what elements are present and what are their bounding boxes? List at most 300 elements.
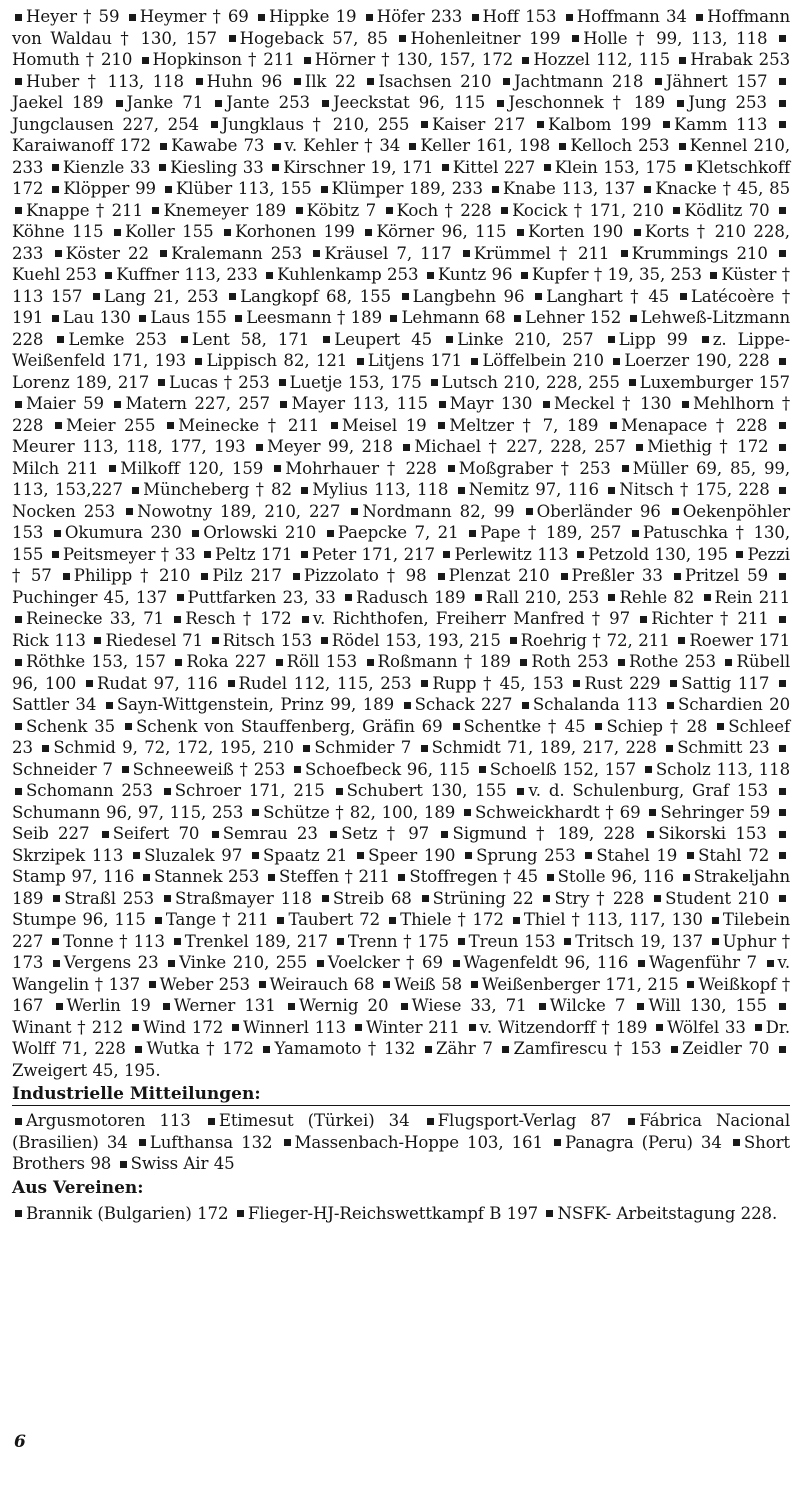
bullet-marker bbox=[779, 358, 786, 365]
index-entry: Hozzel 112, 115 bbox=[533, 50, 671, 69]
index-entry: Wölfel 33 bbox=[667, 1017, 746, 1037]
bullet-marker bbox=[235, 315, 242, 322]
bullet-marker bbox=[252, 809, 259, 816]
bullet-marker bbox=[323, 336, 330, 343]
index-entry: Maier 59 bbox=[26, 394, 104, 413]
index-entry: Schmider 7 bbox=[314, 738, 412, 757]
index-entry: Schumann 96, 97, 115, 253 bbox=[12, 802, 244, 822]
bullet-marker bbox=[336, 788, 343, 795]
bullet-marker bbox=[114, 401, 121, 408]
index-entry: v. Witzendorff † 189 bbox=[479, 1017, 648, 1037]
bullet-marker bbox=[577, 551, 584, 558]
bullet-marker bbox=[554, 1139, 561, 1146]
index-entry: Steffen † 211 bbox=[278, 867, 390, 886]
index-entry: Ködlitz 70 bbox=[684, 200, 770, 220]
bullet-marker bbox=[438, 422, 445, 429]
bullet-marker bbox=[645, 766, 652, 773]
index-entry: Lehweß-Litzmann 228 bbox=[12, 308, 791, 349]
index-entry: Klöpper 99 bbox=[63, 179, 156, 198]
index-entry: Stannek 253 bbox=[153, 867, 260, 886]
index-entry: v. Richthofen, Freiherr Manfred † 97 bbox=[312, 609, 631, 628]
bullet-marker bbox=[613, 358, 620, 365]
index-entry: Leesmann † 189 bbox=[246, 308, 383, 327]
index-entry: Kräusel 7, 117 bbox=[324, 243, 452, 263]
index-entry: Wiese 33, 71 bbox=[411, 996, 527, 1015]
bullet-marker bbox=[472, 14, 479, 21]
bullet-marker bbox=[458, 487, 465, 494]
index-entry: Lang 21, 253 bbox=[103, 286, 219, 306]
bullet-marker bbox=[453, 960, 460, 967]
bullet-marker bbox=[276, 659, 283, 666]
bullet-marker bbox=[208, 1118, 215, 1125]
bullet-marker bbox=[608, 336, 615, 343]
index-entry: Lehner 152 bbox=[525, 308, 622, 327]
bullet-marker bbox=[595, 723, 602, 730]
index-entry: Perlewitz 113 bbox=[454, 544, 569, 564]
bullet-marker bbox=[559, 143, 566, 150]
index-entry: Strüning 22 bbox=[432, 888, 534, 908]
index-entry: Knappe † 211 bbox=[26, 200, 143, 220]
index-entry: Latécoère † 191 bbox=[12, 286, 791, 327]
index-entry: Hoff 153 bbox=[482, 7, 557, 26]
bullet-marker bbox=[503, 78, 510, 85]
bullet-marker bbox=[458, 938, 465, 945]
bullet-marker bbox=[453, 723, 460, 730]
bullet-marker bbox=[15, 659, 22, 666]
bullet-marker bbox=[637, 1003, 644, 1010]
bullet-marker bbox=[345, 594, 352, 601]
index-entry: Luetje 153, 175 bbox=[289, 372, 422, 392]
index-entry: Riedesel 71 bbox=[105, 630, 203, 650]
bullet-marker bbox=[566, 14, 573, 21]
index-entry: Kittel 227 bbox=[452, 157, 536, 177]
bullet-marker bbox=[402, 293, 409, 300]
index-entry: Wutka † 172 bbox=[146, 1039, 254, 1058]
index-entry: NSFK- Arbeitstagung 228. bbox=[557, 1203, 778, 1223]
bullet-marker bbox=[158, 379, 165, 386]
bullet-marker bbox=[544, 164, 551, 171]
bullet-marker bbox=[321, 637, 328, 644]
bullet-marker bbox=[502, 1046, 509, 1053]
index-entry: Yamamoto † 132 bbox=[274, 1039, 416, 1058]
index-entry: Köhne 115 bbox=[12, 222, 104, 241]
bullet-marker bbox=[366, 14, 373, 21]
bullet-marker bbox=[779, 809, 786, 816]
index-entry: Krümmel † 211 bbox=[473, 243, 610, 263]
bullet-marker bbox=[422, 895, 429, 902]
bullet-marker bbox=[547, 874, 554, 881]
index-entry: Koch † 228 bbox=[396, 200, 492, 220]
bullet-marker bbox=[687, 852, 694, 859]
bullet-marker bbox=[671, 1046, 678, 1053]
bullet-marker bbox=[212, 637, 219, 644]
index-entry: Mohrhauer † 228 bbox=[285, 458, 437, 478]
bullet-marker bbox=[564, 938, 571, 945]
bullet-marker bbox=[268, 874, 275, 881]
index-entry: Kennel 210, 233 bbox=[12, 136, 791, 177]
bullet-marker bbox=[779, 422, 786, 429]
bullet-marker bbox=[383, 981, 390, 988]
bullet-marker bbox=[302, 616, 309, 623]
index-entry: Student 210 bbox=[665, 888, 770, 908]
bullet-marker bbox=[438, 573, 445, 580]
index-entry: Lucas † 253 bbox=[169, 372, 270, 392]
index-entry: Fábrica Nacional (Brasilien) 34 bbox=[12, 1111, 791, 1152]
index-entry: Roehrig † 72, 211 bbox=[520, 630, 670, 650]
bullet-marker bbox=[327, 530, 334, 537]
index-entry: Vinke 210, 255 bbox=[179, 953, 308, 972]
index-entry: Meier 255 bbox=[66, 415, 156, 435]
bullet-marker bbox=[779, 895, 786, 902]
bullet-marker bbox=[543, 401, 550, 408]
index-entry: Leupert 45 bbox=[334, 329, 433, 349]
bullet-marker bbox=[672, 508, 679, 515]
bullet-marker bbox=[644, 186, 651, 193]
index-entry: Reinecke 33, 71 bbox=[26, 609, 165, 628]
index-entry: Rothe 253 bbox=[629, 652, 716, 671]
bullet-marker bbox=[543, 895, 550, 902]
bullet-marker bbox=[654, 895, 661, 902]
index-entry: Knabe 113, 137 bbox=[502, 179, 636, 198]
index-entry: Short Brothers 98 bbox=[12, 1132, 791, 1173]
index-entry: Ritsch 153 bbox=[222, 630, 313, 650]
bullet-marker bbox=[679, 57, 686, 64]
bullet-marker bbox=[779, 35, 786, 42]
bullet-marker bbox=[717, 723, 724, 730]
index-entry: Karaiwanoff 172 bbox=[12, 136, 151, 155]
index-entry: Lipp 99 bbox=[618, 329, 688, 349]
bullet-marker bbox=[618, 659, 625, 666]
bullet-marker bbox=[389, 917, 396, 924]
bullet-marker bbox=[421, 745, 428, 752]
index-entry: Wernig 20 bbox=[298, 996, 389, 1015]
bullet-marker bbox=[710, 272, 717, 279]
index-entry: Nocken 253 bbox=[12, 501, 116, 521]
bullet-marker bbox=[409, 143, 416, 150]
bullet-marker bbox=[479, 766, 486, 773]
index-entry: Weber 253 bbox=[159, 974, 250, 994]
index-entry: Kralemann 253 bbox=[171, 243, 303, 263]
index-entry: Kawabe 73 bbox=[171, 136, 265, 155]
index-entry: Klümper 189, 233 bbox=[331, 179, 483, 198]
bullet-marker bbox=[114, 229, 121, 236]
index-entry: Jähnert 157 bbox=[665, 71, 768, 91]
bullet-marker bbox=[704, 594, 711, 601]
index-entry: Puttfarken 23, 33 bbox=[187, 587, 336, 607]
bullet-marker bbox=[640, 616, 647, 623]
index-entry: Langbehn 96 bbox=[412, 286, 525, 306]
index-entry: Hopkinson † 211 bbox=[152, 50, 295, 69]
bullet-marker bbox=[517, 229, 524, 236]
index-entry: Stry † 228 bbox=[554, 888, 645, 908]
bullet-marker bbox=[680, 293, 687, 300]
bullet-marker bbox=[687, 981, 694, 988]
index-entry: Peltz 171 bbox=[215, 544, 293, 564]
index-entry: Röll 153 bbox=[286, 652, 358, 671]
bullet-marker bbox=[132, 487, 139, 494]
index-entry: Kelloch 253 bbox=[570, 136, 670, 155]
bullet-marker bbox=[274, 143, 281, 150]
bullet-marker bbox=[294, 78, 301, 85]
index-entry: Jeeckstat 96, 115 bbox=[333, 93, 486, 112]
index-entry: Nitsch † 175, 228 bbox=[619, 480, 770, 499]
index-entry: Nordmann 82, 99 bbox=[362, 501, 515, 521]
bullet-marker bbox=[779, 788, 786, 795]
index-entry: Knacke † 45, 85 bbox=[655, 179, 791, 198]
bullet-marker bbox=[212, 831, 219, 838]
index-entry: Janke 71 bbox=[126, 93, 204, 112]
index-entry: Flieger-HJ-Reichswettkampf B 197 bbox=[247, 1203, 539, 1223]
bullet-marker bbox=[143, 874, 150, 881]
bullet-marker bbox=[120, 1161, 127, 1168]
index-entry: Roewer 171 bbox=[689, 630, 791, 650]
bullet-marker bbox=[522, 702, 529, 709]
bullet-marker bbox=[52, 186, 59, 193]
index-entry: Rein 211 bbox=[714, 587, 791, 607]
bullet-marker bbox=[196, 78, 203, 85]
bullet-marker bbox=[192, 530, 199, 537]
index-entry: Hohenleitner 199 bbox=[410, 28, 561, 48]
bullet-marker bbox=[522, 57, 529, 64]
index-entry: Meckel † 130 bbox=[553, 394, 672, 413]
bullet-marker bbox=[277, 917, 284, 924]
bullet-marker bbox=[621, 250, 628, 257]
bullet-marker bbox=[164, 788, 171, 795]
index-entry: Pezzi † 57 bbox=[12, 544, 790, 585]
bullet-marker bbox=[301, 551, 308, 558]
bullet-marker bbox=[228, 680, 235, 687]
index-entry: Krummings 210 bbox=[631, 243, 768, 263]
index-entry: Rehle 82 bbox=[619, 587, 695, 607]
index-entry: Mylius 113, 118 bbox=[312, 480, 449, 499]
index-entry: Kuhlenkamp 253 bbox=[277, 265, 419, 284]
bullet-marker bbox=[56, 1003, 63, 1010]
bullet-marker bbox=[572, 35, 579, 42]
bullet-marker bbox=[93, 293, 100, 300]
bullet-marker bbox=[167, 422, 174, 429]
index-entry: Stamp 97, 116 bbox=[12, 867, 135, 886]
index-entry: Michael † 227, 228, 257 bbox=[414, 437, 626, 456]
index-entry: Schiep † 28 bbox=[606, 716, 708, 736]
bullet-marker bbox=[53, 960, 60, 967]
bullet-marker bbox=[284, 1139, 291, 1146]
bullet-marker bbox=[779, 121, 786, 128]
bullet-marker bbox=[636, 444, 643, 451]
bullet-marker bbox=[386, 207, 393, 214]
index-entry: Rübell 96, 100 bbox=[12, 652, 791, 693]
index-entry: Mayer 113, 115 bbox=[291, 394, 429, 413]
bullet-marker bbox=[403, 444, 410, 451]
index-entry: Stoffregen † 45 bbox=[409, 867, 539, 886]
index-entry: Setz † 97 bbox=[341, 824, 430, 843]
index-entry: Lufthansa 132 bbox=[149, 1132, 273, 1152]
bullet-marker bbox=[696, 14, 703, 21]
bullet-marker bbox=[663, 121, 670, 128]
index-entry: Litjens 171 bbox=[367, 351, 462, 370]
bullet-marker bbox=[357, 852, 364, 859]
bullet-marker bbox=[274, 465, 281, 472]
index-entry: Preßler 33 bbox=[571, 566, 663, 585]
index-entry: Wind 172 bbox=[142, 1017, 224, 1037]
bullet-marker bbox=[513, 917, 520, 924]
index-entry: Peitsmeyer † 33 bbox=[62, 544, 196, 564]
bullet-marker bbox=[263, 1046, 270, 1053]
bullet-marker bbox=[632, 530, 639, 537]
bullet-marker bbox=[237, 1210, 244, 1217]
bullet-marker bbox=[501, 207, 508, 214]
bullet-marker bbox=[313, 250, 320, 257]
bullet-marker bbox=[15, 1210, 22, 1217]
index-entry: Pizzolato † 98 bbox=[303, 566, 427, 585]
bullet-marker bbox=[204, 551, 211, 558]
index-entry: Kupfer † 19, 35, 253 bbox=[531, 265, 702, 284]
index-entry: Winter 211 bbox=[365, 1017, 460, 1037]
bullet-marker bbox=[779, 100, 786, 107]
bullet-marker bbox=[725, 659, 732, 666]
bullet-marker bbox=[736, 551, 743, 558]
index-entry: Schroer 171, 215 bbox=[174, 781, 325, 800]
index-entry: v. Kehler † 34 bbox=[284, 136, 401, 155]
index-entry: Weirauch 68 bbox=[269, 974, 375, 994]
index-entry: Skrzipek 113 bbox=[12, 845, 124, 865]
bullet-marker bbox=[288, 1003, 295, 1010]
bullet-marker bbox=[116, 100, 123, 107]
index-entry: Hippke 19 bbox=[269, 7, 357, 26]
bullet-marker bbox=[215, 100, 222, 107]
bullet-marker bbox=[229, 35, 236, 42]
index-entry: Uphur † 173 bbox=[12, 931, 790, 972]
index-entry: Lippisch 82, 121 bbox=[206, 351, 348, 370]
bullet-marker bbox=[57, 336, 64, 343]
bullet-marker bbox=[630, 315, 637, 322]
index-entry: Kuffner 113, 233 bbox=[116, 265, 258, 284]
index-entry: Rust 229 bbox=[584, 673, 661, 693]
index-entry: Vergens 23 bbox=[63, 953, 159, 972]
bullet-marker bbox=[321, 186, 328, 193]
bullet-marker bbox=[514, 315, 521, 322]
index-entry: v. Wangelin † 137 bbox=[12, 953, 791, 994]
index-entry: Wagenführ 7 bbox=[648, 953, 757, 972]
index-entry: Sattig 117 bbox=[681, 673, 770, 693]
index-entry: Sattler 34 bbox=[12, 695, 97, 714]
bullet-marker bbox=[106, 702, 113, 709]
index-entry: Wagenfeldt 96, 116 bbox=[463, 953, 629, 972]
bullet-marker bbox=[351, 508, 358, 515]
index-entry: Kienzle 33 bbox=[62, 157, 151, 177]
index-entry: Hoffmann von Waldau † 130, 157 bbox=[12, 7, 791, 48]
bullet-marker bbox=[301, 487, 308, 494]
bullet-marker bbox=[94, 637, 101, 644]
index-entry: Stolle 96, 116 bbox=[557, 867, 675, 886]
bullet-marker bbox=[683, 874, 690, 881]
bullet-marker bbox=[52, 551, 59, 558]
bullet-marker bbox=[86, 680, 93, 687]
industry-list bbox=[12, 1110, 790, 1175]
bullet-marker bbox=[139, 1139, 146, 1146]
index-entry: Swiss Air 45 bbox=[130, 1154, 235, 1173]
index-entry: Speer 190 bbox=[368, 845, 456, 865]
bullet-marker bbox=[673, 207, 680, 214]
index-entry: Körner 96, 115 bbox=[376, 222, 507, 241]
bullet-marker bbox=[54, 530, 61, 537]
bullet-marker bbox=[647, 831, 654, 838]
bullet-marker bbox=[331, 422, 338, 429]
bullet-marker bbox=[163, 1003, 170, 1010]
index-entry: Zeidler 70 bbox=[682, 1039, 770, 1058]
bullet-marker bbox=[535, 293, 542, 300]
bullet-marker bbox=[42, 745, 49, 752]
index-entry: Schmitt 23 bbox=[677, 738, 770, 757]
index-entry: Jeschonnek † 189 bbox=[508, 93, 666, 112]
index-entry: Schentke † 45 bbox=[463, 716, 586, 736]
index-entry: Huber † 113, 118 bbox=[26, 71, 185, 91]
index-entry: Seifert 70 bbox=[112, 824, 200, 843]
index-entry: Korhonen 199 bbox=[235, 222, 355, 241]
index-entry: Homuth † 210 bbox=[12, 50, 133, 69]
bullet-marker bbox=[266, 272, 273, 279]
bullet-marker bbox=[122, 766, 129, 773]
clubs-list bbox=[12, 1203, 790, 1225]
index-entry: Müncheberg † 82 bbox=[143, 480, 292, 499]
index-entry: Pritzel 59 bbox=[684, 566, 769, 585]
bullet-marker bbox=[155, 917, 162, 924]
bullet-marker bbox=[174, 616, 181, 623]
bullet-marker bbox=[712, 938, 719, 945]
index-entry: Tritsch 19, 137 bbox=[575, 931, 703, 951]
bullet-marker bbox=[492, 186, 499, 193]
index-entry: Schalanda 113 bbox=[532, 695, 658, 714]
index-entry: Kuehl 253 bbox=[12, 265, 97, 284]
bullet-marker bbox=[463, 250, 470, 257]
index-entry: Zähr 7 bbox=[436, 1039, 493, 1058]
bullet-marker bbox=[622, 465, 629, 472]
index-entry: Paepcke 7, 21 bbox=[337, 523, 459, 542]
bullet-marker bbox=[685, 164, 692, 171]
index-entry: Radusch 189 bbox=[356, 587, 466, 607]
bullet-marker bbox=[399, 35, 406, 42]
index-entry: Schubert 130, 155 bbox=[346, 781, 507, 800]
bullet-marker bbox=[152, 207, 159, 214]
bullet-marker bbox=[303, 745, 310, 752]
bullet-marker bbox=[304, 57, 311, 64]
index-entry: Trenn † 175 bbox=[347, 931, 449, 951]
index-entry: Nemitz 97, 116 bbox=[468, 480, 599, 499]
bullet-marker bbox=[15, 616, 22, 623]
index-entry: Jung 253 bbox=[688, 93, 767, 112]
bullet-marker bbox=[367, 659, 374, 666]
index-entry: Rudel 112, 115, 253 bbox=[238, 673, 412, 693]
index-entry: Straßl 253 bbox=[64, 888, 155, 908]
bullet-marker bbox=[293, 573, 300, 580]
bullet-marker bbox=[105, 272, 112, 279]
bullet-marker bbox=[256, 444, 263, 451]
bullet-marker bbox=[779, 616, 786, 623]
index-entry: Taubert 72 bbox=[288, 910, 381, 929]
index-entry: Schneeweiß † 253 bbox=[132, 759, 286, 779]
bullet-marker bbox=[539, 1003, 546, 1010]
bullet-marker bbox=[317, 960, 324, 967]
index-entry: Oberländer 96 bbox=[536, 501, 661, 521]
bullet-marker bbox=[126, 508, 133, 515]
index-entry: Stumpe 96, 115 bbox=[12, 910, 146, 929]
index-entry: Lutsch 210, 228, 255 bbox=[441, 372, 620, 392]
index-entry: Langkopf 68, 155 bbox=[240, 286, 392, 306]
bullet-marker bbox=[355, 1024, 362, 1031]
index-entry: Meurer 113, 118, 177, 193 bbox=[12, 437, 246, 456]
index-entry: Jungklaus † 210, 255 bbox=[221, 114, 410, 134]
bullet-marker bbox=[15, 207, 22, 214]
index-entry: Voelcker † 69 bbox=[327, 953, 443, 972]
